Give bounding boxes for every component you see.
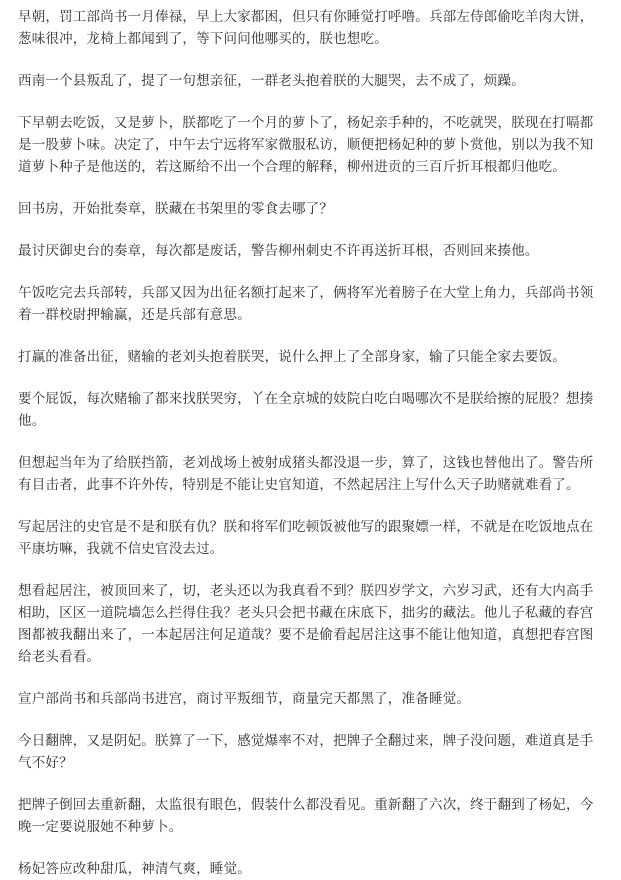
paragraph-3: 下早朝去吃饭，又是萝卜，朕都吃了一个月的萝卜了，杨妃亲手种的，不吃就哭，朕现在打嗝都是一股萝卜味。决定了，中午去宁远将军家微服私访，顺便把杨妃种的萝卜赏他，别以为我不知道萝卜种子是他送的，若这厮给不出一个合理的解释，柳州进贡的三百斤折耳根都归他吃。 (18, 115, 594, 175)
paragraph-8: 要个屁饭，每次赌输了都来找朕哭穷，丫在全京城的妓院白吃白喝哪次不是朕给擦的屁股？想揍他。 (18, 391, 594, 429)
paragraph-4: 回书房，开始批奏章，朕藏在书架里的零食去哪了？ (18, 201, 334, 217)
paragraph-15: 杨妃答应改种甜瓜，神清气爽，睡觉。 (18, 861, 251, 877)
paragraph-11: 想看起居注，被顶回来了，切，老头还以为我真看不到？朕四岁学文，六岁习武，还有大内高手相助，区区一道院墙怎么拦得住我？老头只会把书藏在床底下，拙劣的藏法。他儿子私藏的春宫图都被我翻出来了，一本起居注何足道哉？要不是偷看起居注这事不能让他知道，真想把春宫图给老头看看。 (18, 583, 594, 665)
paragraph-13: 今日翻牌，又是阴妃。朕算了一下，感觉爆率不对，把牌子全翻过来，牌子没问题，难道真是手气不好？ (18, 733, 594, 771)
paragraph-10: 写起居注的史官是不是和朕有仇？朕和将军们吃顿饭被他写的跟聚嫖一样，不就是在吃饭地点在平康坊嘛，我就不信史官没去过。 (18, 519, 594, 557)
paragraph-5: 最讨厌御史台的奏章，每次都是废话，警告柳州刺史不许再送折耳根，否则回来揍他。 (18, 243, 539, 259)
paragraph-9: 但想起当年为了给朕挡箭，老刘战场上被射成猪头都没退一步，算了，这钱也替他出了。警告所有目击者，此事不许外传，特别是不能让史官知道，不然起居注上写什么天子助赌就难看了。 (18, 455, 594, 493)
paragraph-1: 早朝，罚工部尚书一月俸禄，早上大家都困，但只有你睡觉打呼噜。兵部左侍郎偷吃羊肉大饼，葱味很冲，龙椅上都闻到了，等下问问他哪买的，朕也想吃。 (18, 9, 594, 47)
paragraph-6: 午饭吃完去兵部转，兵部又因为出征名额打起来了，俩将军光着膀子在大堂上角力，兵部尚书领着一群校尉押输赢，还是兵部有意思。 (18, 285, 594, 323)
paragraph-14: 把牌子倒回去重新翻，太监很有眼色，假装什么都没看见。重新翻了六次，终于翻到了杨妃，今晚一定要说服她不种萝卜。 (18, 797, 594, 835)
paragraph-7: 打赢的准备出征，赌输的老刘头抱着朕哭，说什么押上了全部身家，输了只能全家去要饭。 (18, 349, 566, 365)
paragraph-2: 西南一个县叛乱了，提了一句想亲征，一群老头抱着朕的大腿哭，去不成了，烦躁。 (18, 73, 525, 89)
paragraph-12: 宣户部尚书和兵部尚书进宫，商讨平叛细节，商量完天都黑了，准备睡觉。 (18, 691, 471, 707)
